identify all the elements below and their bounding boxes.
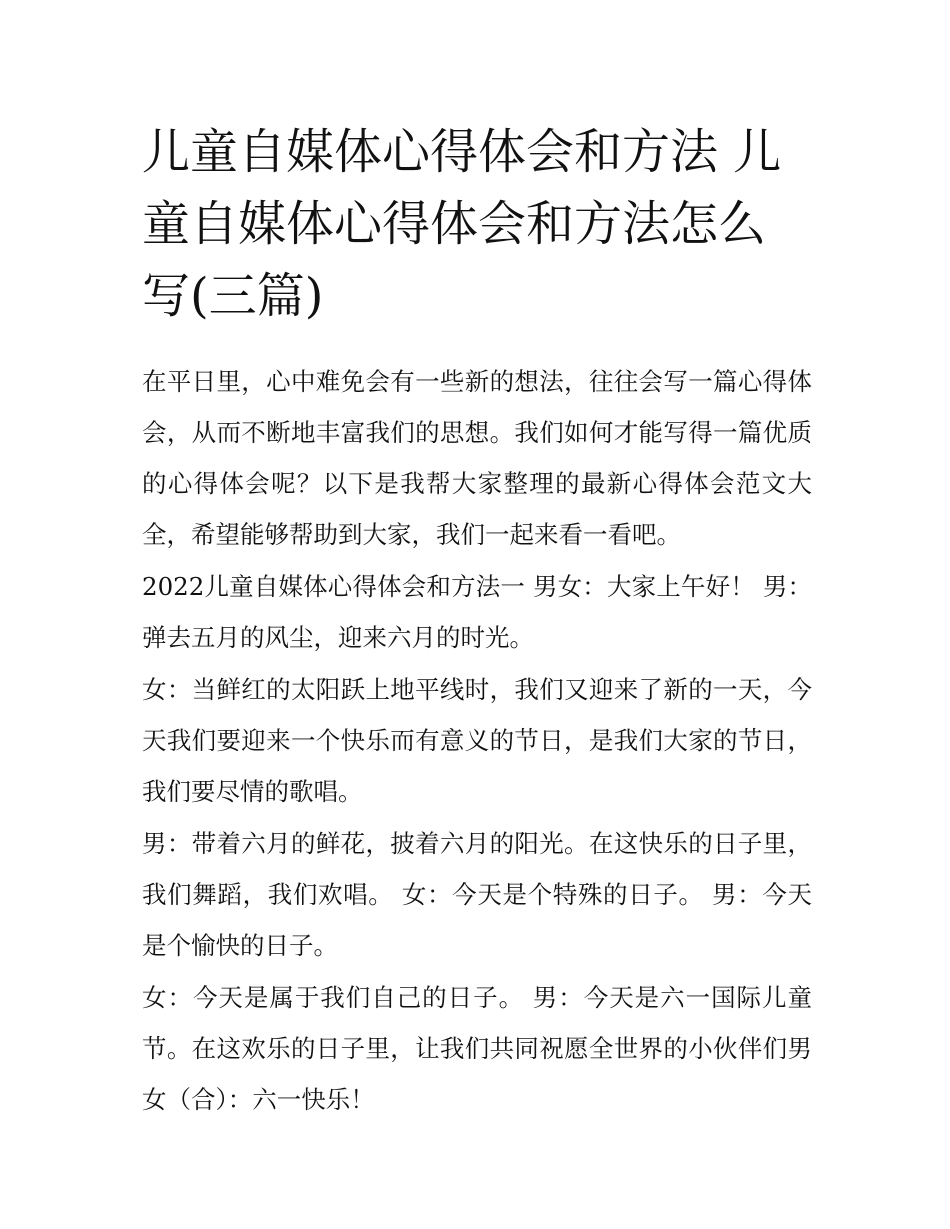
paragraph-female-1: 女：当鲜红的太阳跃上地平线时，我们又迎来了新的一天，今天我们要迎来一个快乐而有意义的节日，是我们大家的节日，我们要尽情的歌唱。 xyxy=(142,675,812,806)
paragraph-male-1: 男：带着六月的鲜花，披着六月的阳光。在这快乐的日子里，我们舞蹈，我们欢唱。 女：今天是个特殊的日子。 男：今天是个愉快的日子。 xyxy=(142,829,812,960)
document-page xyxy=(142,116,812,1125)
paragraph-opening: 2022儿童自媒体心得体会和方法一 男女：大家上午好！ 男：弹去五月的风尘，迎来六月的时光。 xyxy=(142,572,812,652)
document-title: 儿童自媒体心得体会和方法 儿童自媒体心得体会和方法怎么写(三篇) xyxy=(142,124,782,324)
paragraph-female-2: 女：今天是属于我们自己的日子。 男：今天是六一国际儿童节。在这欢乐的日子里，让我们共同祝愿全世界的小伙伴们男女（合）：六一快乐！ xyxy=(142,983,812,1114)
document-body xyxy=(142,356,812,1125)
paragraph-intro: 在平日里，心中难免会有一些新的想法，往往会写一篇心得体会，从而不断地丰富我们的思想。我们如何才能写得一篇优质的心得体会呢？以下是我帮大家整理的最新心得体会范文大全，希望能够帮助到大家，我们一起来看一看吧。 xyxy=(142,367,812,549)
